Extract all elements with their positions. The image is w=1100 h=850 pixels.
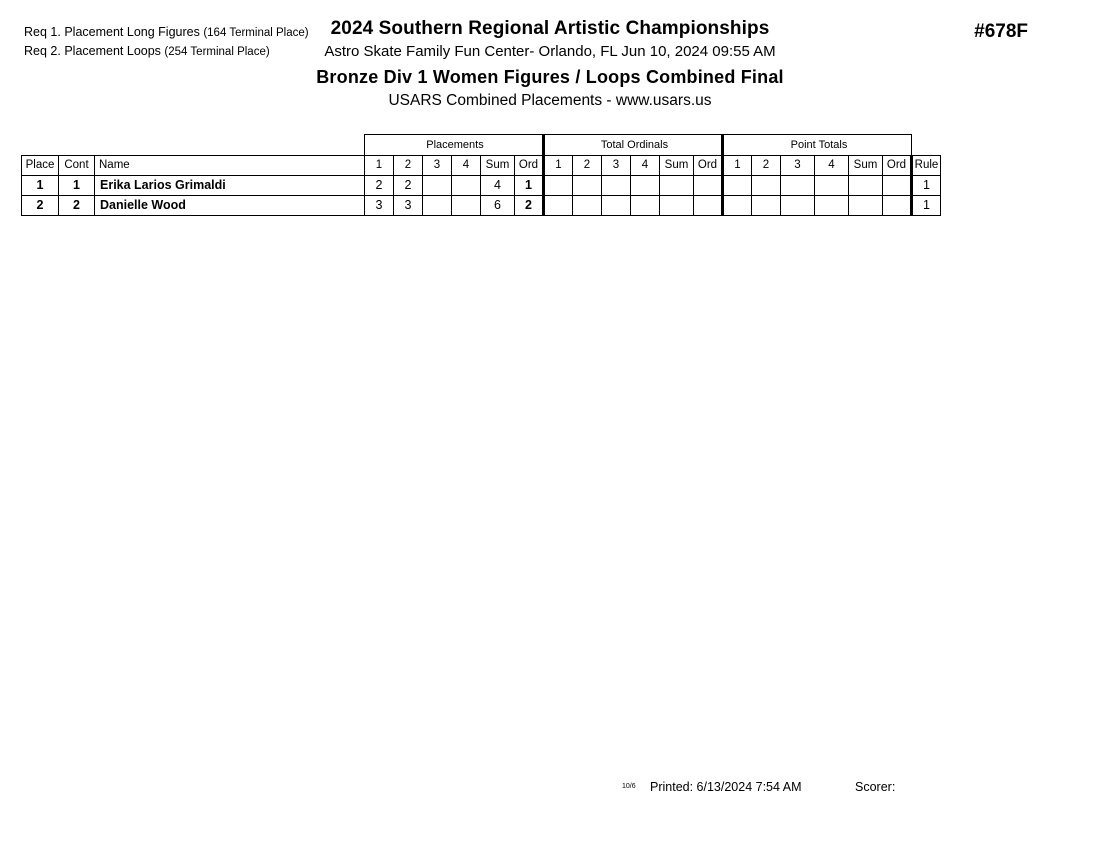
printed-timestamp: Printed: 6/13/2024 7:54 AM	[650, 780, 802, 794]
requirement-number: 2.	[50, 44, 61, 58]
cell-placement-2: 3	[394, 195, 423, 215]
header-ordinal-3: 3	[602, 155, 631, 175]
cell-placement-sum: 6	[481, 195, 515, 215]
cell-placement-ord: 1	[515, 175, 544, 195]
header-placement-sum: Sum	[481, 155, 515, 175]
header-placement-2: 2	[394, 155, 423, 175]
cell-cont: 1	[59, 175, 95, 195]
group-header-placements: Placements	[365, 135, 544, 156]
event-number: #678F	[974, 21, 1028, 42]
cell-placement-1: 3	[365, 195, 394, 215]
results-table	[21, 134, 941, 216]
cell-points-1	[723, 195, 752, 215]
cell-ordinal-3	[602, 195, 631, 215]
subtitle: USARS Combined Placements - www.usars.us	[388, 92, 712, 109]
header-points-1: 1	[723, 155, 752, 175]
header-placement-1: 1	[365, 155, 394, 175]
group-header-total-ordinals: Total Ordinals	[544, 135, 723, 156]
cell-ordinal-1	[544, 195, 573, 215]
table-row	[22, 175, 941, 195]
group-header-row	[22, 135, 941, 156]
footer	[0, 780, 1100, 800]
cell-ordinal-ord	[694, 195, 723, 215]
header-ordinal-4: 4	[631, 155, 660, 175]
cell-points-4	[815, 175, 849, 195]
cell-name: Danielle Wood	[95, 195, 365, 215]
cell-placement-3	[423, 175, 452, 195]
cell-points-ord	[883, 175, 912, 195]
header-rule: Rule	[912, 155, 941, 175]
cell-place: 2	[22, 195, 59, 215]
cell-points-ord	[883, 195, 912, 215]
requirement-label: Req	[24, 44, 47, 58]
header-cont: Cont	[59, 155, 95, 175]
footer-code: 10/6	[622, 783, 636, 790]
header-points-4: 4	[815, 155, 849, 175]
cell-ordinal-4	[631, 175, 660, 195]
event-title: Bronze Div 1 Women Figures / Loops Combined Final	[316, 67, 784, 87]
venue-datetime: Astro Skate Family Fun Center- Orlando, FL Jun 10, 2024 09:55 AM	[324, 43, 776, 60]
cell-placement-4	[452, 195, 481, 215]
header-points-ord: Ord	[883, 155, 912, 175]
header-place: Place	[22, 155, 59, 175]
header-ordinal-2: 2	[573, 155, 602, 175]
requirement-number: 1.	[50, 25, 61, 39]
header-ordinal-ord: Ord	[694, 155, 723, 175]
cell-ordinal-ord	[694, 175, 723, 195]
cell-ordinal-sum	[660, 195, 694, 215]
group-header-spacer	[22, 135, 365, 156]
cell-cont: 2	[59, 195, 95, 215]
cell-placement-4	[452, 175, 481, 195]
cell-ordinal-3	[602, 175, 631, 195]
group-header-point-totals: Point Totals	[723, 135, 912, 156]
cell-points-2	[752, 195, 781, 215]
cell-points-3	[781, 175, 815, 195]
cell-place: 1	[22, 175, 59, 195]
cell-placement-3	[423, 195, 452, 215]
header-placement-3: 3	[423, 155, 452, 175]
cell-points-1	[723, 175, 752, 195]
cell-ordinal-1	[544, 175, 573, 195]
header-points-sum: Sum	[849, 155, 883, 175]
header-ordinal-sum: Sum	[660, 155, 694, 175]
header-placement-4: 4	[452, 155, 481, 175]
requirement-description: Placement Long Figures	[64, 25, 200, 39]
column-header-row	[22, 155, 941, 175]
cell-ordinal-2	[573, 195, 602, 215]
results-sheet	[21, 134, 941, 216]
cell-points-sum	[849, 195, 883, 215]
cell-points-3	[781, 195, 815, 215]
cell-placement-ord: 2	[515, 195, 544, 215]
scorer-label: Scorer:	[855, 780, 896, 794]
cell-rule: 1	[912, 195, 941, 215]
cell-placement-1: 2	[365, 175, 394, 195]
cell-ordinal-4	[631, 195, 660, 215]
cell-ordinal-2	[573, 175, 602, 195]
cell-name: Erika Larios Grimaldi	[95, 175, 365, 195]
cell-ordinal-sum	[660, 175, 694, 195]
requirement-terminal-place: (164 Terminal Place)	[203, 27, 309, 39]
table-row	[22, 195, 941, 215]
cell-points-2	[752, 175, 781, 195]
requirement-terminal-place: (254 Terminal Place)	[164, 46, 270, 58]
cell-points-sum	[849, 175, 883, 195]
group-header-rule-spacer	[912, 135, 941, 156]
header-name: Name	[95, 155, 365, 175]
requirement-label: Req	[24, 25, 47, 39]
cell-placement-sum: 4	[481, 175, 515, 195]
header-placement-ord: Ord	[515, 155, 544, 175]
header-points-3: 3	[781, 155, 815, 175]
cell-placement-2: 2	[394, 175, 423, 195]
header-ordinal-1: 1	[544, 155, 573, 175]
title-block	[0, 18, 1100, 112]
cell-rule: 1	[912, 175, 941, 195]
cell-points-4	[815, 195, 849, 215]
header-points-2: 2	[752, 155, 781, 175]
page-title: 2024 Southern Regional Artistic Championships	[330, 18, 770, 39]
requirement-description: Placement Loops	[64, 44, 161, 58]
